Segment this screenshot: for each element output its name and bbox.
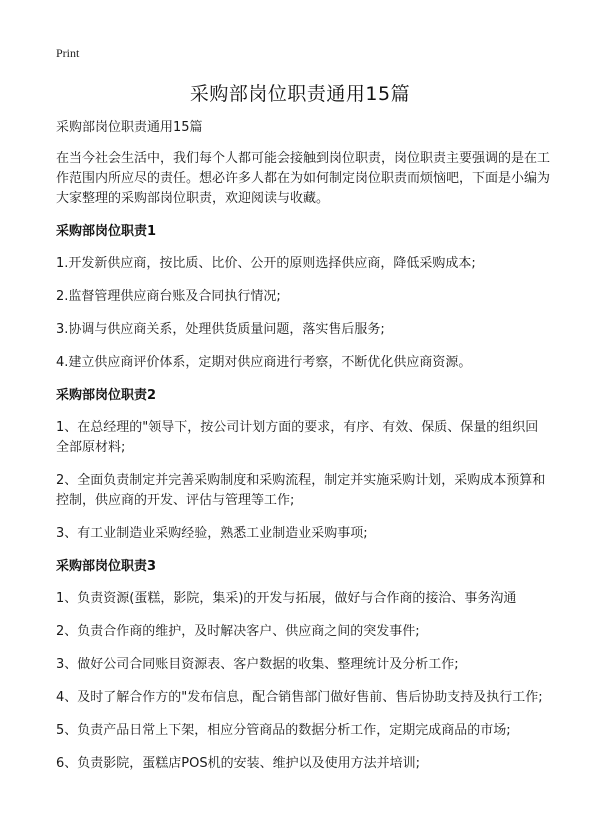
list-item: 3.协调与供应商关系，处理供货质量问题，落实售后服务; (56, 322, 385, 337)
section-heading: 采购部岗位职责1 (56, 224, 157, 239)
section-heading: 采购部岗位职责3 (56, 559, 157, 574)
list-item: 5、负责产品日常上下架，相应分管商品的数据分析工作，定期完成商品的市场; (56, 723, 511, 738)
document-subtitle: 采购部岗位职责通用15篇 (56, 120, 203, 135)
list-item: 3、做好公司合同账目资源表、客户数据的收集、整理统计及分析工作; (56, 657, 459, 672)
list-item: 4、及时了解合作方的"发布信息，配合销售部门做好售前、售后协助支持及执行工作; (56, 690, 543, 705)
document-body (56, 118, 550, 787)
list-item: 2.监督管理供应商台账及合同执行情况; (56, 289, 281, 304)
list-item: 2、负责合作商的维护，及时解决客户、供应商之间的突发事件; (56, 624, 420, 639)
list-item: 2、全面负责制定并完善采购制度和采购流程，制定并实施采购计划，采购成本预算和控制，供应商的开发、评估与管理等工作; (56, 473, 546, 508)
document-title: 采购部岗位职责通用15篇 (189, 83, 411, 105)
list-item: 1.开发新供应商，按比质、比价、公开的原则选择供应商，降低采购成本; (56, 256, 476, 271)
section-2 (56, 386, 550, 544)
section-heading: 采购部岗位职责2 (56, 388, 157, 403)
list-item: 3、有工业制造业采购经验，熟悉工业制造业采购事项; (56, 526, 368, 541)
list-item: 1、在总经理的"领导下，按公司计划方面的要求，有序、有效、保质、保量的组织回全部原材料; (56, 420, 539, 455)
section-1 (56, 222, 550, 373)
intro-paragraph: 在当今社会生活中，我们每个人都可能会接触到岗位职责，岗位职责主要强调的是在工作范围内所应尽的责任。想必许多人都在为如何制定岗位职责而烦恼吧，下面是小编为大家整理的采购部岗位职责，欢迎阅读与收藏。 (56, 151, 551, 206)
section-3 (56, 557, 550, 774)
list-item: 1、负责资源(蛋糕，影院，集采)的开发与拓展，做好与合作商的接洽、事务沟通 (56, 591, 517, 606)
print-label[interactable]: Print (56, 46, 80, 60)
list-item: 4.建立供应商评价体系，定期对供应商进行考察，不断优化供应商资源。 (56, 355, 472, 370)
list-item: 6、负责影院，蛋糕店POS机的安装、维护以及使用方法并培训; (56, 756, 420, 771)
